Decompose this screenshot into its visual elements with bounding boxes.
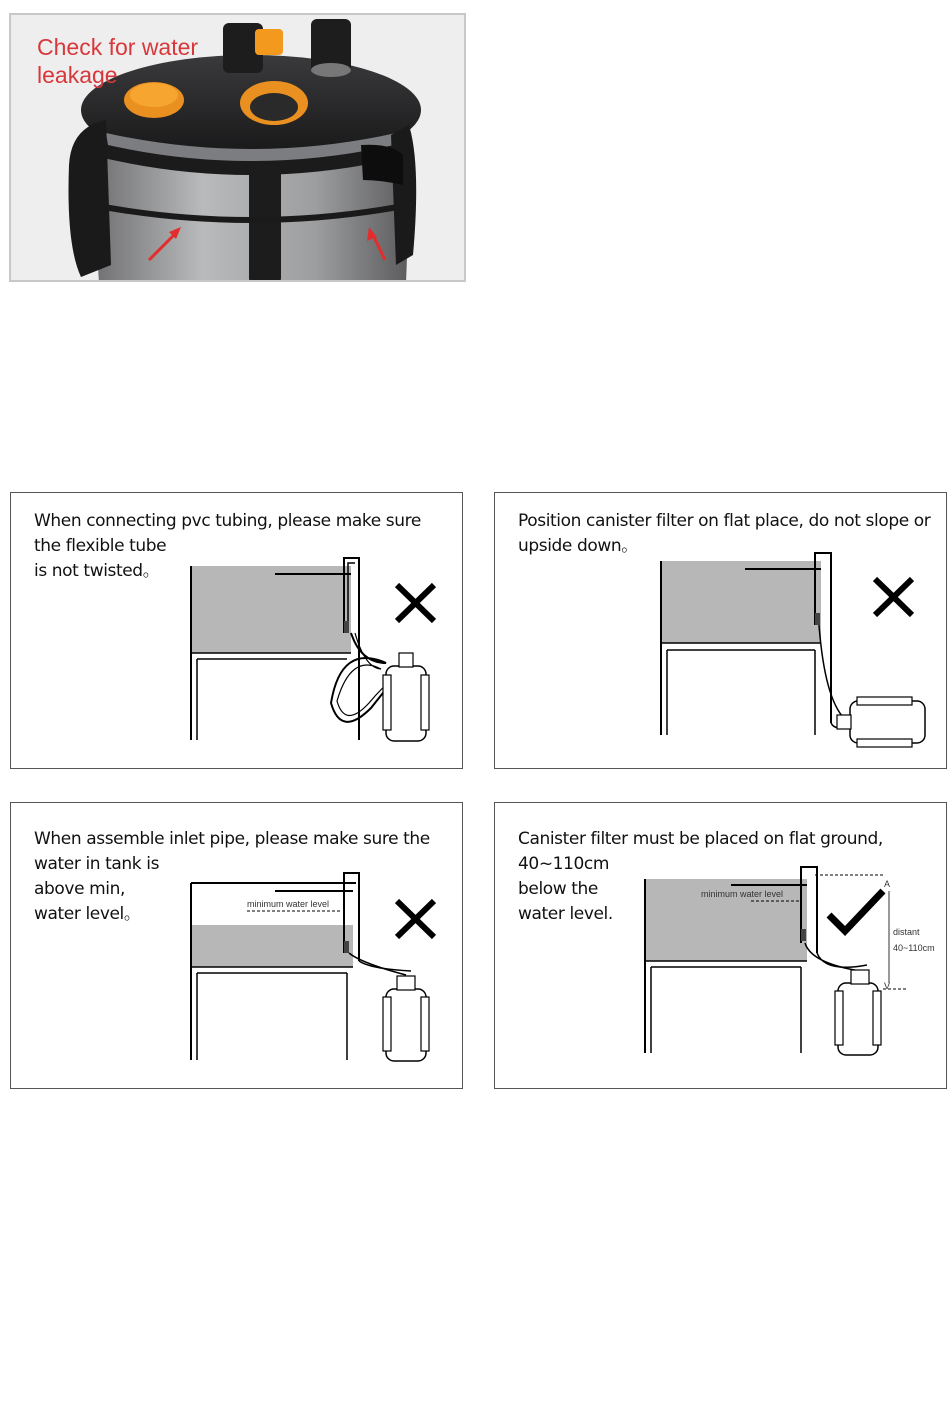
cross-icon: [397, 585, 434, 621]
instruction-line: is not twisted。: [34, 561, 160, 581]
water-level-label: minimum water level: [701, 889, 784, 899]
instruction-line: 40~110cm: [518, 854, 610, 874]
panel-correct-placement: [494, 802, 947, 1089]
caption-line-2: leakage: [37, 62, 118, 88]
instruction-line: water level。: [34, 904, 141, 924]
instruction-line: water level.: [518, 904, 613, 924]
product-photo: [9, 13, 466, 282]
leak-check-caption: [37, 33, 237, 89]
panel-min-water-level: [10, 802, 463, 1089]
instruction-line: Position canister filter on flat place, do not slope or: [518, 511, 931, 531]
panel-instruction: [34, 509, 421, 584]
cross-icon: [875, 579, 912, 615]
panel-instruction: [518, 827, 883, 927]
caption-line-1: Check for water: [37, 34, 199, 60]
instruction-line: above min,: [34, 879, 125, 899]
instruction-line: Canister filter must be placed on flat ground,: [518, 829, 883, 849]
instruction-line: When connecting pvc tubing, please make sure: [34, 511, 421, 531]
instruction-line: below the: [518, 879, 598, 899]
instruction-line: upside down。: [518, 536, 638, 556]
panel-instruction: [518, 509, 930, 559]
instruction-line: When assemble inlet pipe, please make sure the: [34, 829, 430, 849]
panel-flat-place: [494, 492, 947, 769]
water-level-label: minimum water level: [247, 899, 330, 909]
marker-v: V: [884, 981, 891, 991]
marker-a: A: [884, 879, 891, 889]
instruction-line: water in tank is: [34, 854, 160, 874]
panel-instruction: [34, 827, 430, 927]
distance-label-2: 40~110cm: [893, 943, 935, 953]
distance-label-1: distant: [893, 927, 920, 937]
instruction-line: the flexible tube: [34, 536, 167, 556]
panel-twisted-tube: [10, 492, 463, 769]
